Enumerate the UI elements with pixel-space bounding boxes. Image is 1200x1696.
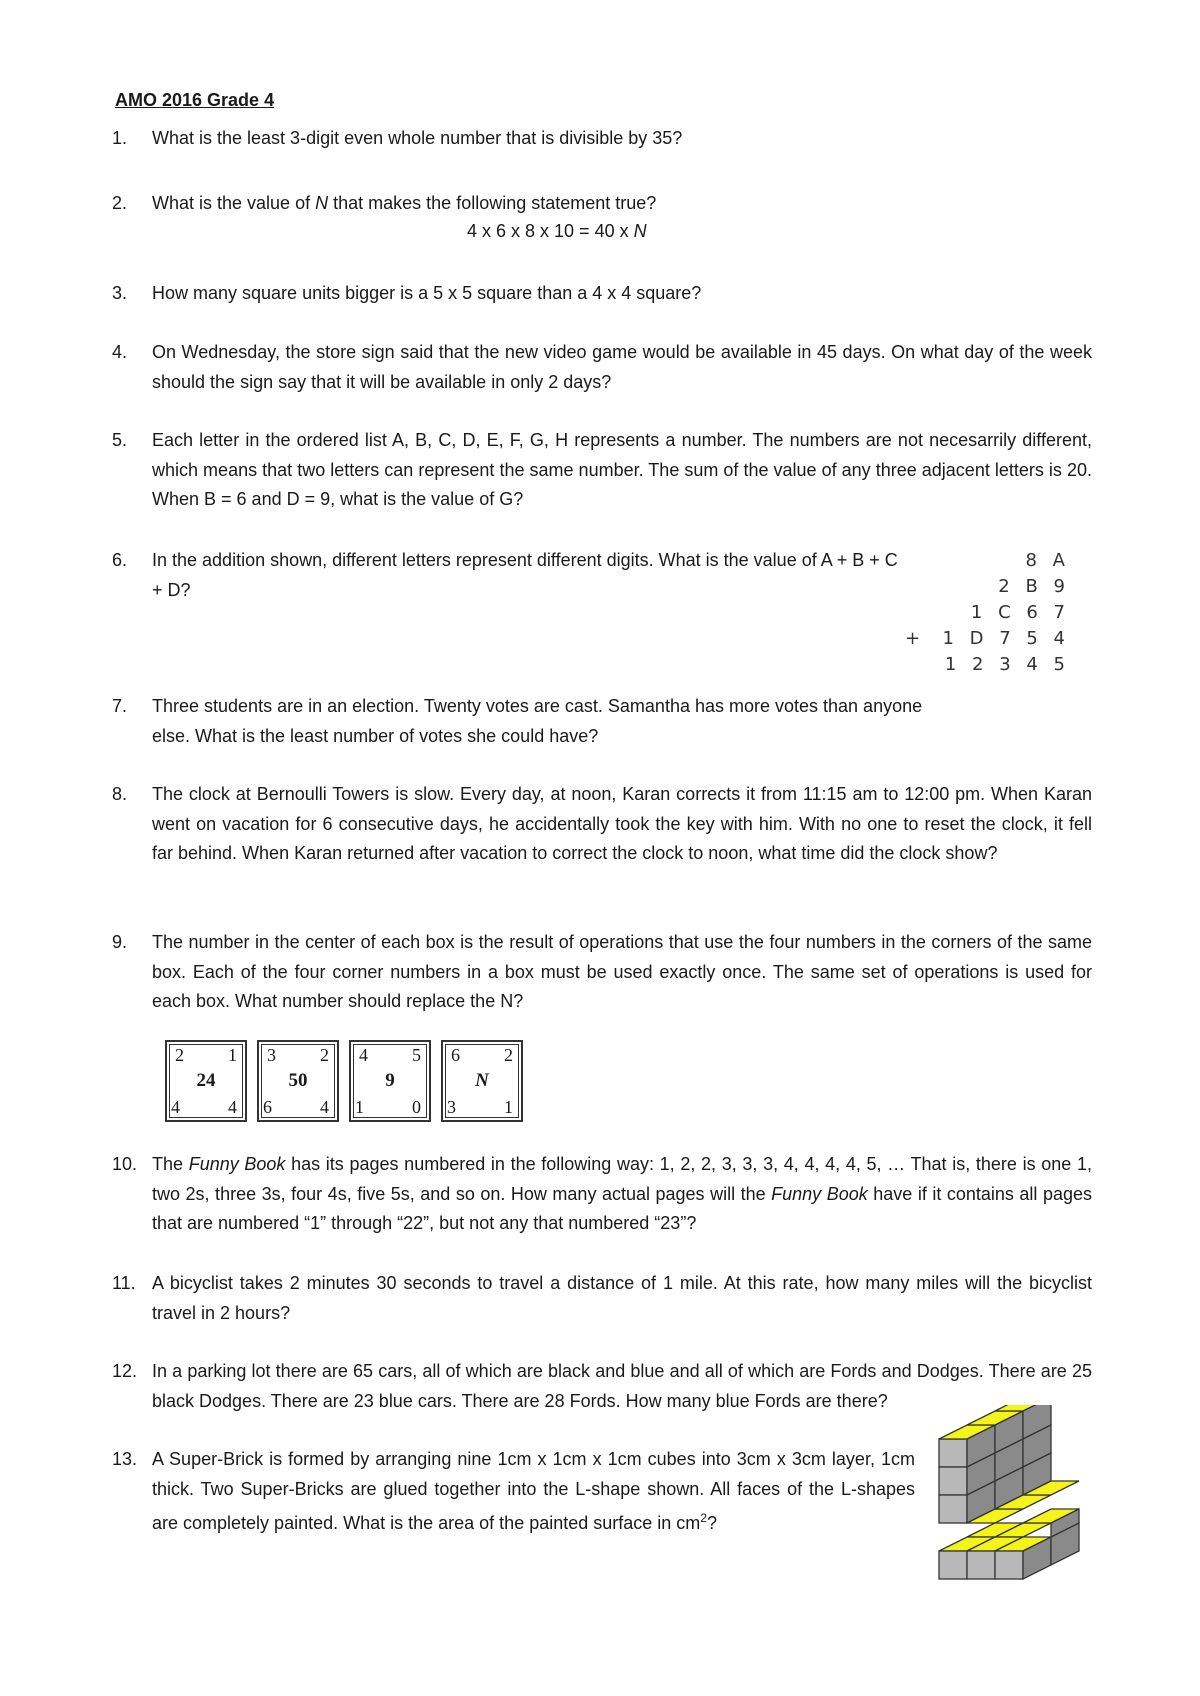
question-text: Each letter in the ordered list A, B, C, D, E, F, G, H represents a number. The numbers are not necesarrily different, which means that two letters can represent the same number. The sum of the value of any three adjacent letters is 20. When B = 6 and D = 9, what is the value of G? xyxy=(152,430,1092,509)
addend-row-with-plus xyxy=(905,628,1070,654)
addend-row: 2 B 9 xyxy=(998,576,1070,597)
question-2 xyxy=(112,189,1092,241)
question-1 xyxy=(112,124,1092,154)
question-number: 5. xyxy=(112,430,128,450)
number-box xyxy=(349,1040,431,1122)
page-title: AMO 2016 Grade 4 xyxy=(115,90,275,110)
corner-top-left: 4 xyxy=(359,1045,368,1065)
variable-n: N xyxy=(315,193,329,213)
question-text: Three students are in an election. Twenty votes are cast. Samantha has more votes than anyone else. What is the least number of votes she could have? xyxy=(152,696,923,746)
equation xyxy=(467,217,647,247)
question-text: The clock at Bernoulli Towers is slow. Every day, at noon, Karan corrects it from 11:15 am to 12:00 pm. When Karan went on vacation for 6 consecutive days, he accidentally took the key with him. With no one to reset the clock, it fell far behind. When Karan returned after vacation to correct the clock to noon, what time did the clock show? xyxy=(152,784,1092,863)
number-box xyxy=(441,1040,523,1122)
question-5 xyxy=(112,426,1092,515)
question-text-part: has its pages numbered in the following way: 1, 2, 2, 3, 3, 3, 4, 4, 4, 4, 5, … That is, there is one 1, two 2s, three 3s, four 4s, five 5s, and so on. How many actual pages will the xyxy=(152,1154,1092,1204)
question-number: 12. xyxy=(112,1361,138,1381)
question-number: 7. xyxy=(112,696,128,716)
book-title: Funny Book xyxy=(188,1154,286,1174)
question-text-part: ? xyxy=(706,1513,717,1533)
horizontal-brick-front xyxy=(939,1551,1023,1579)
question-text-part: The xyxy=(152,1154,184,1174)
box-center: 50 xyxy=(288,1070,308,1091)
question-text-part: What is the value of xyxy=(152,193,311,213)
question-text: What is the least 3-digit even whole number that is divisible by 35? xyxy=(152,128,683,148)
question-text: The number in the center of each box is the result of operations that use the four numbers in the corners of the same box. Each of the four corner numbers in a box must be used exactly once. The same set of operations is used for each box. What number should replace the N? xyxy=(152,932,1092,1011)
l-shape-cube-figure xyxy=(935,1405,1095,1615)
question-text xyxy=(152,189,1092,219)
question-3 xyxy=(112,279,1092,309)
corner-top-left: 3 xyxy=(267,1045,276,1065)
question-text-part: have if it contains all pages that are numbered “1” through “22”, but not any that numbered “23”? xyxy=(152,1183,1092,1233)
question-text: A bicyclist takes 2 minutes 30 seconds to travel a distance of 1 mile. At this rate, how many miles will the bicyclist travel in 2 hours? xyxy=(152,1273,1092,1323)
question-text-part: that makes the following statement true? xyxy=(333,193,657,213)
question-number: 6. xyxy=(112,550,128,570)
superscript: 2 xyxy=(700,1511,707,1525)
corner-top-right: 5 xyxy=(412,1045,421,1065)
question-7 xyxy=(112,692,942,751)
question-number: 1. xyxy=(112,128,128,148)
question-text: In a parking lot there are 65 cars, all of which are black and blue and all of which are Fords and Dodges. There are 25 black Dodges. There are 23 blue cars. There are 28 Fords. How many blue Fords are there? xyxy=(152,1361,1092,1411)
box-center: 9 xyxy=(385,1070,395,1091)
corner-bottom-right: 4 xyxy=(228,1097,237,1117)
question-text-part: A Super-Brick is formed by arranging nine 1cm x 1cm x 1cm cubes into 3cm x 3cm layer, 1cm thick. Two Super-Bricks are glued together into the L-shape shown. All faces of the L-shapes are completely painted. What is the area of the painted surface in cm xyxy=(152,1449,915,1533)
corner-top-right: 2 xyxy=(504,1045,513,1065)
question-number: 13. xyxy=(112,1449,138,1469)
question-text xyxy=(152,1150,1092,1239)
vertical-brick-front xyxy=(939,1439,967,1523)
question-8 xyxy=(112,780,1092,869)
question-number: 4. xyxy=(112,342,128,362)
question-6 xyxy=(112,546,912,605)
question-13 xyxy=(112,1445,915,1539)
question-11 xyxy=(112,1269,1092,1328)
sum-row: 1 2 3 4 5 xyxy=(944,654,1070,675)
corner-top-left: 2 xyxy=(175,1045,184,1065)
question-10 xyxy=(112,1150,1092,1239)
question-text: In the addition shown, different letters represent different digits. What is the value of A + B + C + D? xyxy=(152,550,898,600)
box-center: 24 xyxy=(196,1070,216,1091)
question-number: 8. xyxy=(112,784,128,804)
number-box xyxy=(165,1040,247,1122)
plus-sign: + xyxy=(905,628,921,649)
corner-top-right: 2 xyxy=(320,1045,329,1065)
addend-value: 1 D 7 5 4 xyxy=(942,628,1070,649)
addend-row: 1 C 6 7 xyxy=(970,602,1070,623)
equation-variable: N xyxy=(633,221,647,241)
book-title: Funny Book xyxy=(771,1183,868,1204)
corner-bottom-left: 1 xyxy=(355,1097,364,1117)
question-number: 10. xyxy=(112,1154,138,1174)
corner-bottom-left: 3 xyxy=(447,1097,456,1117)
question-number: 2. xyxy=(112,193,128,213)
equation-left: 4 x 6 x 8 x 10 = 40 x xyxy=(467,221,629,241)
addition-problem xyxy=(905,550,1070,680)
corner-top-left: 6 xyxy=(451,1045,460,1065)
question-number: 3. xyxy=(112,283,128,303)
question-number: 11. xyxy=(112,1273,136,1293)
question-4 xyxy=(112,338,1092,397)
corner-bottom-right: 0 xyxy=(412,1097,421,1117)
number-box xyxy=(257,1040,339,1122)
corner-bottom-right: 4 xyxy=(320,1097,329,1117)
corner-bottom-right: 1 xyxy=(504,1097,513,1117)
corner-bottom-left: 4 xyxy=(171,1097,180,1117)
corner-top-right: 1 xyxy=(228,1045,237,1065)
corner-bottom-left: 6 xyxy=(263,1097,272,1117)
box-center: N xyxy=(475,1070,489,1091)
question-number: 9. xyxy=(112,932,128,952)
question-text xyxy=(152,1445,915,1539)
question-9 xyxy=(112,928,1092,1017)
question-text: On Wednesday, the store sign said that the new video game would be available in 45 days. On what day of the week should the sign say that it will be available in only 2 days? xyxy=(152,342,1092,392)
question-text: How many square units bigger is a 5 x 5 square than a 4 x 4 square? xyxy=(152,283,702,303)
addend-row: 8 A xyxy=(1025,550,1070,571)
